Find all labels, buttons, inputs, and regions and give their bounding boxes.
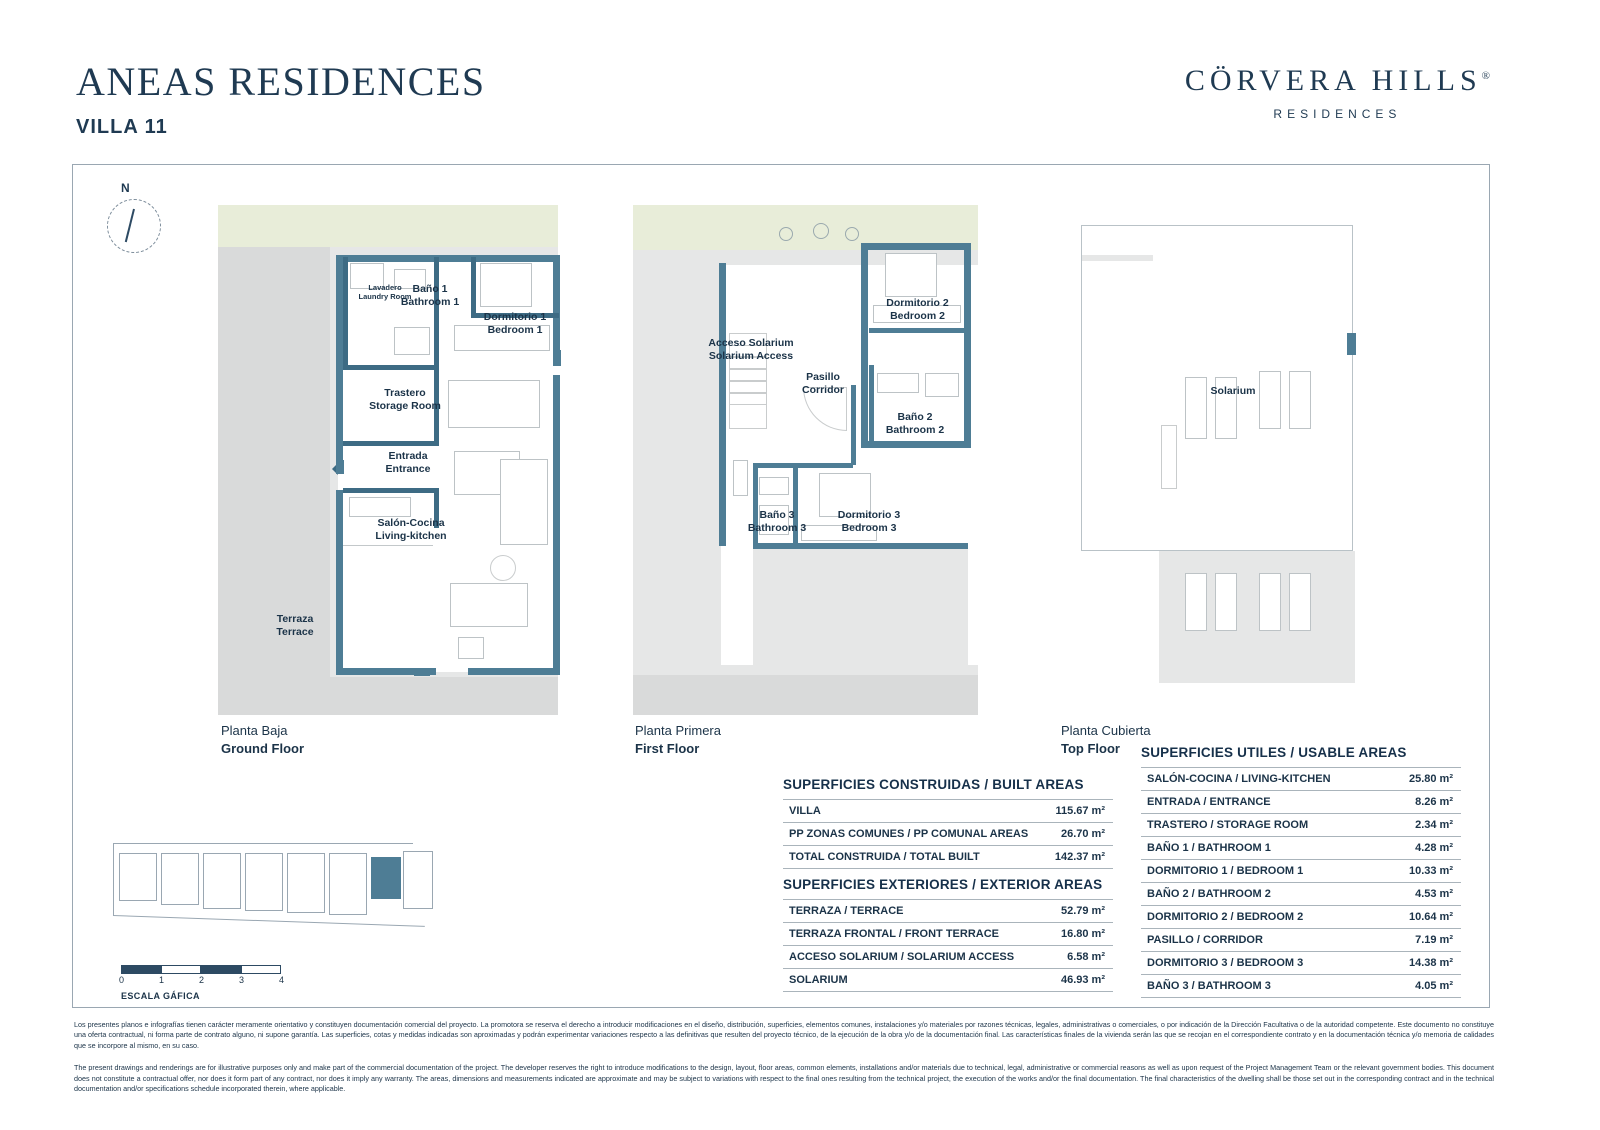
wall-right-lower <box>553 375 560 675</box>
villa-subtitle: VILLA 11 <box>76 116 168 138</box>
first-partition-bath3-top <box>753 463 853 468</box>
bath2-fixture <box>877 373 919 393</box>
site-unit-2[interactable] <box>161 853 199 905</box>
room-label-entrance-es: Entrada <box>388 450 428 462</box>
site-unit-3[interactable] <box>203 853 241 909</box>
room-label-living-kitchen <box>356 517 466 543</box>
room-label-bathroom1 <box>390 283 470 309</box>
usable-label-8: DORMITORIO 3 / BEDROOM 3 <box>1141 952 1383 975</box>
scale-tick-0: 0 <box>119 975 125 985</box>
partition-laundry-left <box>343 257 348 369</box>
room-label-terrace-en: Terrace <box>276 626 314 639</box>
usable-value-0: 25.80 m² <box>1383 768 1461 791</box>
room-label-bedroom3 <box>815 509 923 535</box>
ground-floor-caption-en: Ground Floor <box>221 740 305 756</box>
exterior-areas-table <box>783 877 1113 992</box>
exterior-label-0: TERRAZA / TERRACE <box>783 900 1035 923</box>
first-partition-bedroom3-left <box>793 463 798 548</box>
brand-name <box>1185 64 1490 98</box>
room-label-corridor-en: Corridor <box>802 384 844 397</box>
exterior-label-3: SOLARIUM <box>783 969 1035 992</box>
usable-value-9: 4.05 m² <box>1383 975 1461 998</box>
room-label-bedroom2 <box>865 297 970 323</box>
lower-roof-area <box>753 549 968 667</box>
table-row <box>1141 975 1461 998</box>
stair-step-3 <box>729 369 767 381</box>
bed-1 <box>480 263 532 307</box>
room-label-storage-es: Trastero <box>384 387 426 399</box>
shower-1 <box>394 327 430 355</box>
scale-ticks <box>121 975 331 989</box>
solarium-parapet-marker <box>1347 333 1356 355</box>
exterior-label-1: TERRAZA FRONTAL / FRONT TERRACE <box>783 923 1035 946</box>
usable-label-9: BAÑO 3 / BATHROOM 3 <box>1141 975 1383 998</box>
ground-floor-caption-es: Planta Baja <box>221 723 288 738</box>
table-row <box>783 823 1113 846</box>
room-label-storage <box>358 387 452 413</box>
pillar-left <box>336 460 344 474</box>
drawing-frame <box>72 164 1490 1008</box>
outdoor-lounger <box>458 637 484 659</box>
site-unit-5[interactable] <box>287 853 325 913</box>
table-row <box>1141 929 1461 952</box>
table-row <box>1141 883 1461 906</box>
site-unit-1[interactable] <box>119 853 157 901</box>
partition-bedroom1-left <box>471 257 476 317</box>
table-row <box>1141 952 1461 975</box>
room-label-bedroom2-es: Dormitorio 2 <box>886 297 949 309</box>
room-label-terrace-es: Terraza <box>276 613 314 625</box>
kitchen-counter <box>349 497 411 517</box>
usable-label-5: BAÑO 2 / BATHROOM 2 <box>1141 883 1383 906</box>
disclaimer-en: The present drawings and renderings are for illustrative purposes only and make part of the commercial documentation of the project. The developer reserves the right to introduce modifications to the design, layout, floor areas, common elements, installations and/or materials due to technical, legal, administrative or commercial reasons as well as upon request of the Project Management Team or the relevant government bodies. This document does not constitute a contractual offer, nor does it form part of any contract, nor does it imply any warranty. The areas, dimensions and measurements indicated are approximate and may be subject to variations with respect to the final ones resulting from the technical project, the execution of the works and/or the final documentation. The final characteristics of the dwelling shall be those set out in the corresponding contract and in the technical documentation and/or specifications schedule incorporated therein, where applicable. <box>74 1063 1494 1094</box>
room-label-terrace <box>256 613 334 639</box>
top-floor-caption-en: Top Floor <box>1061 740 1120 756</box>
room-label-corridor <box>783 371 863 397</box>
built-areas-title: SUPERFICIES CONSTRUIDAS / BUILT AREAS <box>783 777 1084 792</box>
partition-entrance-bottom <box>343 488 439 493</box>
usable-value-2: 2.34 m² <box>1383 814 1461 837</box>
ground-floor-caption <box>221 722 304 757</box>
bath3-fixture <box>759 477 789 495</box>
table-row <box>1141 768 1461 791</box>
site-boundary-left <box>113 843 114 915</box>
first-floor-caption <box>635 722 721 757</box>
room-label-bedroom3-en: Bedroom 3 <box>841 522 897 535</box>
room-label-solarium-es: Solarium <box>1210 385 1256 397</box>
first-floor-caption-es: Planta Primera <box>635 723 721 738</box>
table-row <box>1141 791 1461 814</box>
scale-seg-4 <box>241 965 281 974</box>
scale-bar <box>121 965 351 1001</box>
site-boundary-top <box>113 843 413 844</box>
sofa-2 <box>500 459 548 545</box>
room-label-solarium-access-en: Solarium Access <box>708 350 794 363</box>
built-value-1: 26.70 m² <box>1035 823 1113 846</box>
room-label-bathroom2-en: Bathroom 2 <box>885 424 945 437</box>
usable-label-1: ENTRADA / ENTRANCE <box>1141 791 1383 814</box>
room-label-solarium-access <box>681 337 821 363</box>
exterior-value-1: 16.80 m² <box>1035 923 1113 946</box>
scale-seg-3 <box>201 965 241 974</box>
usable-value-7: 7.19 m² <box>1383 929 1461 952</box>
first-wall-right <box>964 243 971 448</box>
title-block <box>76 59 486 139</box>
room-label-bedroom3-es: Dormitorio 3 <box>837 509 901 521</box>
page-title: ANEAS RESIDENCES <box>76 59 486 104</box>
disclaimer-es: Los presentes planos e infografías tienen carácter meramente orientativo y constituyen documentación comercial del proyecto. La promotora se reserva el derecho a introducir modificaciones en el diseño, distribución, superficies, elementos comunes, instalaciones y/o materiales por razones técnicas, legales, administrativas o comerciales, o por indicación de la Dirección Facultativa o de la autoridad competente. Este documento no constituye una oferta contractual, ni forma parte de contrato alguno, ni supone garantía. Las superficies, cotas y medidas indicadas son aproximadas y podrán experimentar variaciones respecto a las definitivas que resulten del proyecto técnico, de la ejecución de la obra y/o de la documentación final. Las características finales de la vivienda serán las que se recojan en el correspondiente contrato y en la documentación técnica y/o memoria de calidades que se incorpore al mismo, en su caso. <box>74 1020 1494 1050</box>
room-label-laundry-es: Lavadero <box>368 283 402 292</box>
top-floor-caption-es: Planta Cubierta <box>1061 723 1151 738</box>
usable-value-3: 4.28 m² <box>1383 837 1461 860</box>
table-row <box>783 800 1113 823</box>
room-label-bathroom3-en: Bathroom 3 <box>747 522 807 535</box>
ground-floor-plan <box>218 205 588 715</box>
top-floor-caption <box>1061 722 1151 757</box>
compass-icon <box>99 181 173 255</box>
table-row <box>783 900 1113 923</box>
wall-top <box>336 255 560 262</box>
usable-label-0: SALÓN-COCINA / LIVING-KITCHEN <box>1141 768 1383 791</box>
wall-left-upper <box>336 255 343 465</box>
table-row <box>783 846 1113 869</box>
built-areas-table <box>783 777 1113 869</box>
outdoor-round-table <box>490 555 516 581</box>
palm-icon-3 <box>845 227 859 241</box>
room-label-bathroom1-es: Baño 1 <box>412 283 448 295</box>
sunbed-5 <box>1185 573 1207 631</box>
sunbed-3 <box>1259 371 1281 429</box>
scale-tick-2: 2 <box>199 975 205 985</box>
brand-tagline: RESIDENCES <box>1273 107 1402 121</box>
room-label-bedroom2-en: Bedroom 2 <box>890 310 945 323</box>
usable-label-3: BAÑO 1 / BATHROOM 1 <box>1141 837 1383 860</box>
disclaimer <box>74 1020 1494 1095</box>
stair-step-5 <box>729 393 767 405</box>
room-label-corridor-es: Pasillo <box>806 371 840 383</box>
exterior-label-2: ACCESO SOLARIUM / SOLARIUM ACCESS <box>783 946 1035 969</box>
compass-circle <box>107 199 161 253</box>
garden-strip <box>218 205 558 247</box>
table-row <box>783 946 1113 969</box>
first-floor-caption-en: First Floor <box>635 740 700 756</box>
first-wall-left-top <box>719 263 726 331</box>
usable-label-4: DORMITORIO 1 / BEDROOM 1 <box>1141 860 1383 883</box>
exterior-value-2: 6.58 m² <box>1035 946 1113 969</box>
scale-bar-graphic <box>121 965 321 974</box>
built-value-2: 142.37 m² <box>1035 846 1113 869</box>
exterior-value-3: 46.93 m² <box>1035 969 1113 992</box>
usable-label-7: PASILLO / CORRIDOR <box>1141 929 1383 952</box>
scale-seg-1 <box>121 965 161 974</box>
built-label-0: VILLA <box>783 800 1035 823</box>
palm-icon-1 <box>779 227 793 241</box>
room-label-laundry-en: Laundry Room <box>358 292 412 302</box>
partition-bath1-right <box>434 257 439 370</box>
room-label-storage-en: Storage Room <box>369 400 441 413</box>
palm-icon-2 <box>813 223 829 239</box>
built-label-1: PP ZONAS COMUNES / PP COMUNAL AREAS <box>783 823 1035 846</box>
brand-name-text: CÖRVERA HILLS <box>1184 64 1482 97</box>
table-row <box>1141 814 1461 837</box>
table-row <box>783 969 1113 992</box>
outdoor-dining-table <box>450 583 528 627</box>
room-label-entrance <box>363 450 453 476</box>
scale-tick-4: 4 <box>279 975 285 985</box>
table-row <box>783 923 1113 946</box>
first-wall-bedroom2-bottom <box>861 441 971 448</box>
usable-value-4: 10.33 m² <box>1383 860 1461 883</box>
scale-label: ESCALA GÁFICA <box>121 991 200 1001</box>
built-value-0: 115.67 m² <box>1035 800 1113 823</box>
built-label-2: TOTAL CONSTRUIDA / TOTAL BUILT <box>783 846 1035 869</box>
scale-tick-1: 1 <box>159 975 165 985</box>
room-label-bedroom1 <box>470 311 560 337</box>
first-partition-bedroom2 <box>869 328 965 333</box>
stair-step-4 <box>729 381 767 393</box>
usable-value-8: 14.38 m² <box>1383 952 1461 975</box>
usable-areas-title: SUPERFICIES UTILES / USABLE AREAS <box>1141 745 1407 760</box>
site-unit-villa-11-highlight[interactable] <box>371 857 401 899</box>
room-label-bathroom1-en: Bathroom 1 <box>400 296 460 309</box>
exterior-areas-title: SUPERFICIES EXTERIORES / EXTERIOR AREAS <box>783 877 1103 892</box>
room-label-entrance-en: Entrance <box>385 463 431 476</box>
sunbed-8 <box>1289 573 1311 631</box>
room-label-living-kitchen-es: Salón-Cocina <box>377 517 445 529</box>
dining-table <box>448 380 540 428</box>
site-unit-4[interactable] <box>245 853 283 911</box>
room-label-solarium-access-es: Acceso Solarium <box>708 337 794 349</box>
table-row <box>1141 860 1461 883</box>
pillar-right <box>553 350 561 366</box>
pillar-bottom <box>414 668 430 676</box>
bed-2 <box>885 253 937 297</box>
first-floor-plan <box>633 205 1008 715</box>
terrace-edge-line <box>343 545 433 546</box>
top-floor-plan <box>1063 225 1393 695</box>
wall-left-lower <box>336 490 343 672</box>
room-label-solarium <box>1173 385 1293 398</box>
usable-value-5: 4.53 m² <box>1383 883 1461 906</box>
shower-2 <box>925 373 959 397</box>
first-partition-bath3-right <box>753 463 758 548</box>
brand-logo <box>1185 64 1490 121</box>
site-plan <box>113 837 433 957</box>
site-boundary-bottom <box>113 915 425 927</box>
room-label-bathroom3 <box>737 509 817 535</box>
brand-registered-mark: ® <box>1481 70 1490 82</box>
solarium-stairs <box>1161 425 1177 489</box>
usable-value-6: 10.64 m² <box>1383 906 1461 929</box>
table-row <box>1141 906 1461 929</box>
room-label-bathroom2-es: Baño 2 <box>897 411 933 423</box>
wall-bottom-right <box>468 668 560 675</box>
room-label-bathroom2 <box>865 411 965 437</box>
usable-value-1: 8.26 m² <box>1383 791 1461 814</box>
sunbed-7 <box>1259 573 1281 631</box>
site-unit-8[interactable] <box>403 851 433 909</box>
table-row <box>1141 837 1461 860</box>
scale-tick-3: 3 <box>239 975 245 985</box>
wall-right-upper <box>553 255 560 355</box>
first-wall-top <box>861 243 971 250</box>
usable-label-2: TRASTERO / STORAGE ROOM <box>1141 814 1383 837</box>
sunbed-4 <box>1289 371 1311 429</box>
sunbed-6 <box>1215 573 1237 631</box>
room-label-bathroom3-es: Baño 3 <box>759 509 795 521</box>
room-label-living-kitchen-en: Living-kitchen <box>375 530 447 543</box>
scale-seg-2 <box>161 965 201 974</box>
exterior-value-0: 52.79 m² <box>1035 900 1113 923</box>
compass-north-label: N <box>121 181 130 195</box>
usable-label-6: DORMITORIO 2 / BEDROOM 2 <box>1141 906 1383 929</box>
first-wall-left <box>719 331 726 546</box>
site-unit-6[interactable] <box>329 853 367 915</box>
room-label-bedroom1-es: Dormitorio 1 <box>483 311 547 323</box>
partition-storage-bottom <box>343 441 439 446</box>
room-label-bedroom1-en: Bedroom 1 <box>487 324 543 337</box>
usable-areas-table <box>1141 745 1461 998</box>
partition-laundry-bottom <box>343 365 438 370</box>
solarium-stair-run <box>733 460 748 496</box>
